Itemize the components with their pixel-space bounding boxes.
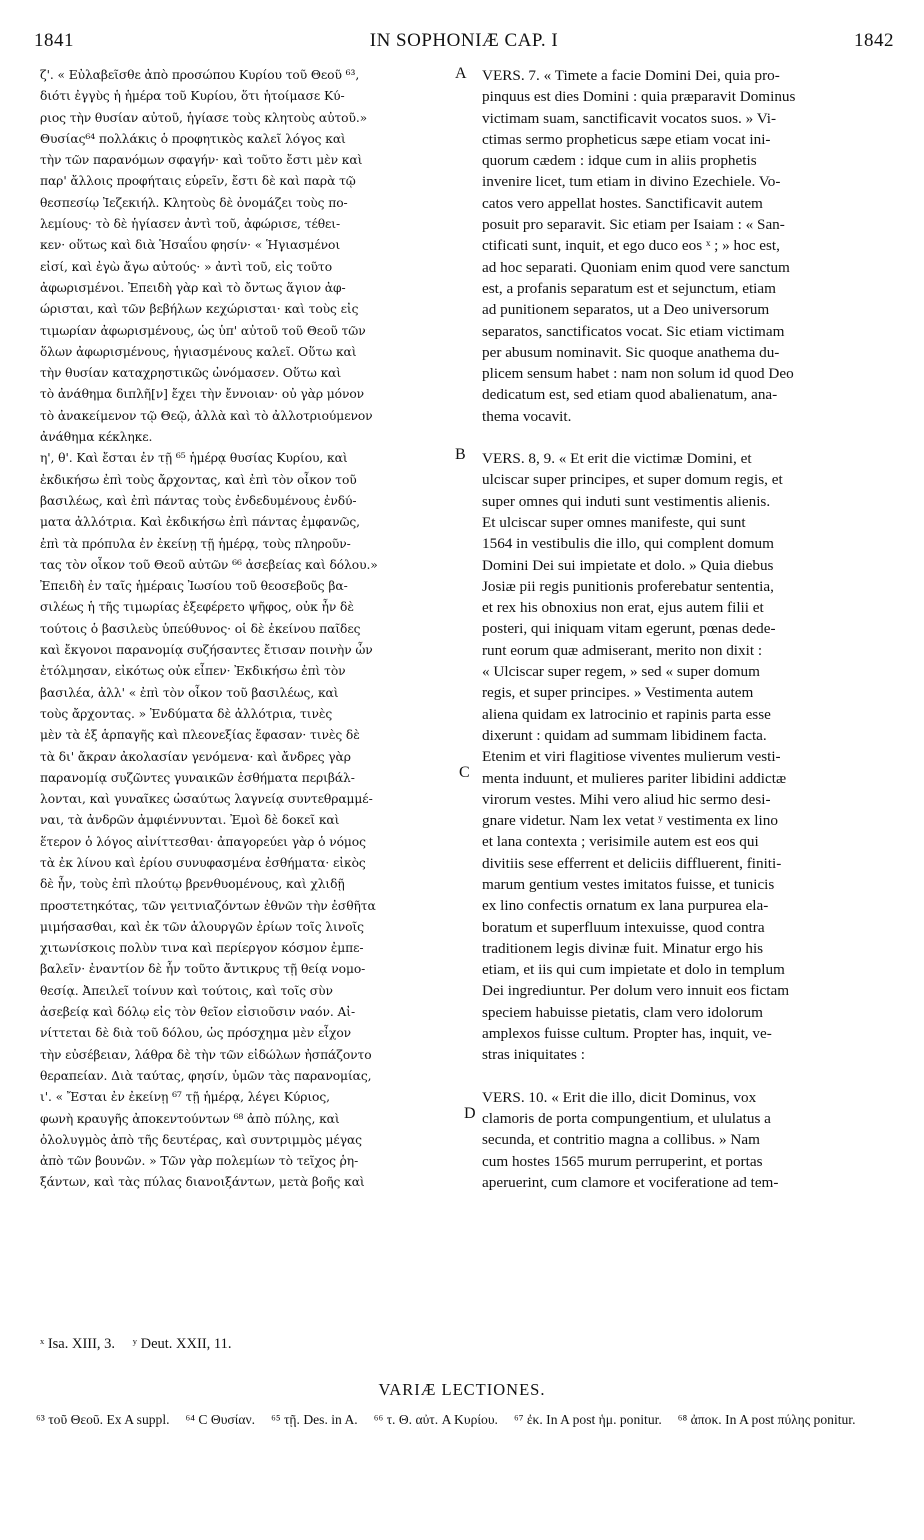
latin-line: Domini Dei sui impietate et dolo. » Quia diebus [482, 556, 774, 574]
greek-line: χιτωνίσκοις πολὺν τινα καὶ περίεργον κόσμον ἐμπε- [40, 941, 364, 956]
greek-line: Ἐπειδὴ ἐν ταῖς ἡμέραις Ἰωσίου τοῦ θεοσεβοῦς βα- [40, 579, 348, 594]
greek-line: ὅλων ἀφωρισμένους, ἡγιασμένους καλεῖ. Οὕτω καὶ [40, 344, 357, 359]
greek-line: θεσίᾳ. Ἀπειλεῖ τοίνυν καὶ τούτοις, καὶ τοῖς σὺν [40, 983, 333, 998]
running-title: IN SOPHONIÆ CAP. I [369, 30, 559, 51]
greek-line: ξάντων, καὶ τὰς πύλας διανοιξάντων, μετὰ βοῆς καὶ [40, 1175, 365, 1190]
greek-line: βαλεῖν· ἐναντίον δὲ ἦν τοῦτο ἄντικρυς τῇ θείᾳ νομο- [40, 962, 366, 977]
greek-line: μὲν τὰ ἐξ ἁρπαγῆς καὶ πλεονεξίας ἔφασαν· τινὲς δὲ [40, 728, 360, 743]
latin-line: pinquus est dies Domini : quia præparavit Dominus [482, 88, 796, 106]
variant-reading: ⁶⁴ C Θυσίαν. [185, 1412, 256, 1427]
greek-line: τὸ ἀνάθημα διπλῆ[ν] ἔχει τὴν ἔννοιαν· οὐ γὰρ μόνον [40, 387, 365, 402]
variae-lectiones-title: VARIÆ LECTIONES. [378, 1380, 546, 1399]
greek-line: παρ' ἄλλοις προφήταις εὑρεῖν, ἔστι δὲ καὶ παρὰ τῷ [40, 174, 356, 189]
greek-line: ἀπὸ τῶν βουνῶν. » Τῶν γὰρ πολεμίων τὸ τεῖχος ῥη- [40, 1154, 359, 1169]
greek-line: διότι ἐγγὺς ἡ ἡμέρα τοῦ Κυρίου, ὅτι ἡτοίμασε Κύ- [40, 89, 345, 104]
latin-line: menta induunt, et mulieres pariter libidini addictæ [482, 769, 787, 787]
margin-marker-a: A [455, 65, 467, 82]
variant-reading: ⁶⁸ ἀποκ. In A post πύλης ponitur. [677, 1412, 856, 1427]
latin-line: regis, et super principes. » Vestimenta autem [482, 684, 754, 702]
latin-line: secunda, et contritio magna a collibus. » Nam [482, 1131, 760, 1149]
greek-line: μιμήσασθαι, καὶ ἐκ τῶν ἁλουργῶν ἐρίων τοῖς λινοῖς [40, 919, 364, 934]
variant-reading: ⁶⁷ ἐκ. In A post ἡμ. ponitur. [513, 1412, 662, 1427]
greek-line: ι'. « Ἔσται ἐν ἐκείνῃ ⁶⁷ τῇ ἡμέρᾳ, λέγει Κύριος, [40, 1090, 330, 1105]
latin-line: virorum vestes. Mihi vero aliud hic sermo desi- [482, 790, 771, 808]
greek-line: παρανομίᾳ συζῶντες γυναικῶν ἐσθήματα περιβάλ- [40, 770, 355, 785]
greek-line: ματα ἀλλότρια. Καὶ ἐκδικήσω ἐπὶ πάντας ἐμφανῶς, [40, 515, 360, 530]
latin-line: quorum cædem : idque cum in aliis prophetis [482, 152, 757, 170]
margin-marker-c: C [459, 764, 470, 781]
greek-line: λεμίους· τὸ δὲ ἡγίασεν ἀντὶ τοῦ, ἀφώρισε, τέθει- [40, 217, 341, 232]
latin-line: separatos, sanctificatos vocat. Sic etiam victimam [482, 322, 785, 340]
latin-column [482, 65, 887, 1193]
greek-line: ζ'. « Εὐλαβεῖσθε ἀπὸ προσώπου Κυρίου τοῦ Θεοῦ ⁶³, [40, 68, 360, 82]
latin-line: gnare videtur. Nam lex vetat ʸ vestimenta ex lino [482, 812, 778, 830]
latin-line: dedicatum est, sed etiam quod abalienatum, ana- [482, 386, 778, 404]
latin-line: victimam suam, sanctificavit vocatos suos. » Vi- [482, 109, 777, 127]
greek-line: καὶ ἔκγονοι παρανομίᾳ συζήσαντες ἔτισαν ποινὴν ὧν [40, 643, 373, 658]
latin-line: 1564 in vestibulis die illo, qui complent domum [482, 535, 774, 553]
latin-line: ad hoc separati. Quoniam enim quod vere sanctum [482, 258, 790, 276]
greek-line: τὸ ἀνακείμενον τῷ Θεῷ, ἀλλὰ καὶ τὸ ἀλλοτριούμενον [40, 408, 373, 423]
greek-line: νίττεται δὲ διὰ τοῦ δόλου, ὡς πρόσχημα μὲν εἶχον [40, 1026, 351, 1041]
latin-line: ad punitionem separatos, ut a Deo universorum [482, 301, 770, 319]
greek-line: τοὺς ἄρχοντας. » Ἐνδύματα δὲ ἀλλότρια, τινὲς [40, 706, 333, 721]
greek-line: Θυσίας⁶⁴ πολλάκις ὁ προφητικὸς καλεῖ λόγος καὶ [40, 131, 346, 146]
greek-line: ἀνάθημα κέκληκε. [40, 430, 153, 445]
latin-line: ctimas sermo propheticus sæpe etiam vocat ini- [482, 130, 771, 148]
footnote-x: ˣ Isa. XIII, 3. [40, 1336, 116, 1352]
greek-line: ἀφωρισμένοι. Ἐπειδὴ γὰρ καὶ τὸ ὄντως ἅγιον ἀφ- [40, 280, 346, 295]
latin-line: ulciscar super principes, et super domum regis, et [482, 471, 783, 489]
latin-line: stras iniquitates : [482, 1046, 585, 1064]
greek-line: προστετηκότας, τῶν γειτνιαζόντων ἐθνῶν τὴν ἐσθῆτα [40, 898, 376, 913]
latin-line: per abusum nominavit. Sic quoque anathema du- [482, 343, 780, 361]
margin-marker-d: D [464, 1105, 476, 1122]
latin-line: VERS. 10. « Erit die illo, dicit Dominus, vox [482, 1088, 757, 1106]
variant-reading: ⁶⁵ τῇ. Des. in A. [271, 1412, 358, 1427]
greek-line: ναι, τὰ ἀνδρῶν ἀμφιέννυνται. Ἐμοὶ δὲ δοκεῖ καὶ [40, 813, 340, 828]
greek-line: ὀλολυγμὸς ἀπὸ τῆς δευτέρας, καὶ συντριμμὸς μέγας [40, 1132, 362, 1147]
latin-line: posuit pro separavit. Sic etiam per Isaiam : « San- [482, 216, 785, 234]
latin-line: divitiis sese efferrent et deliciis diffluerent, finiti- [482, 854, 782, 872]
latin-line: boratum et superfluum intexuisse, quod contra [482, 918, 765, 936]
latin-line: « Ulciscar super regem, » sed « super domum [482, 663, 760, 681]
latin-line: dixerunt : quidam ad summam libidinem facta. [482, 726, 767, 744]
latin-line: et rex his obnoxius non erat, ejus autem filii et [482, 599, 764, 617]
greek-line: τὰ δι' ἄκραν ἀκολασίαν γενόμενα· καὶ ἄνδρες γὰρ [40, 749, 351, 764]
greek-line: ἀσεβείᾳ καὶ δόλῳ εἰς τὸν θεῖον εἰσιοῦσιν ναόν. Αἰ- [40, 1005, 356, 1020]
greek-line: κεν· οὕτως καὶ διὰ Ἡσαΐου φησίν· « Ἡγιασμένοι [40, 238, 341, 253]
latin-line: Et ulciscar super omnes manifeste, qui sunt [482, 513, 746, 531]
latin-line: aperuerint, cum clamore et vociferatione ad tem- [482, 1173, 779, 1191]
latin-line: Josiæ pii regis punitionis proferebatur sententia, [482, 577, 774, 595]
latin-line: VERS. 7. « Timete a facie Domini Dei, quia pro- [482, 67, 780, 84]
latin-line: invenire licet, tum etiam in divino Ezechiele. Vo- [482, 173, 781, 191]
greek-line: τούτοις ὁ βασιλεὺς ὑπεύθυνος· οἱ δὲ ἐκείνου παῖδες [40, 621, 361, 636]
block-gap [482, 1066, 887, 1087]
latin-line: catos vero appellat hostes. Sanctificavit autem [482, 194, 763, 212]
page-number-left: 1841 [34, 30, 74, 51]
latin-line: etiam, et iis qui cum impietate et dolo in templum [482, 961, 785, 979]
latin-line: super omnes qui induti sunt vestimentis alienis. [482, 492, 771, 510]
latin-line: est, a profanis separatum est et sejunctum, etiam [482, 279, 776, 297]
greek-line: τὴν τῶν παρανόμων σφαγήν· καὶ τοῦτο ἔστι μὲν καὶ [40, 153, 363, 168]
greek-line: τὴν εὐσέβειαν, λάθρα δὲ τὴν τῶν εἰδώλων ἠσπάζοντο [40, 1047, 372, 1062]
greek-line: ἐτόλμησαν, εἰκότως οὐκ εἶπεν· Ἐκδικήσω ἐπὶ τὸν [40, 664, 346, 679]
latin-line: ctificati sunt, inquit, et ego duco eos ˣ ; » hoc est, [482, 237, 780, 255]
margin-marker-b: B [455, 446, 466, 463]
greek-line: ἐκδικήσω ἐπὶ τοὺς ἄρχοντας, καὶ ἐπὶ τὸν οἶκον τοῦ [40, 472, 357, 487]
greek-line: ἐπὶ τὰ πρόπυλα ἐν ἐκείνῃ τῇ ἡμέρᾳ, τοὺς πληροῦν- [40, 536, 351, 551]
greek-line: θεσπεσίῳ Ἰεζεκιήλ. Κλητοὺς δὲ ὀνομάζει τοὺς πο- [40, 195, 348, 210]
page-number-right: 1842 [854, 30, 894, 51]
latin-line: amplexos fuisse cultum. Propter has, inquit, ve- [482, 1025, 772, 1043]
variant-reading: ⁶⁶ τ. Θ. αὐτ. A Κυρίου. [373, 1412, 498, 1427]
greek-line: η', θ'. Καὶ ἔσται ἐν τῇ ⁶⁵ ἡμέρᾳ θυσίας Κυρίου, καὶ [40, 451, 348, 466]
latin-line: Etenim et viri flagitiose viventes mulierum vesti- [482, 748, 781, 766]
latin-line: aliena quidam ex latrocinio et rapinis parta esse [482, 705, 771, 723]
latin-line: plicem sensum habet : nam non solum id quod Deo [482, 365, 794, 383]
latin-line: et lana contexta ; verisimile autem est eos qui [482, 833, 759, 851]
greek-line: εἰσί, καὶ ἐγὼ ἄγω αὐτούς· » ἀντὶ τοῦ, εἰς τοῦτο [40, 259, 333, 274]
latin-line: marum gentium vestes imitatos fuisse, et tunicis [482, 875, 775, 893]
greek-column [40, 65, 455, 1194]
footnotes [40, 1336, 246, 1353]
greek-line: ριος τὴν θυσίαν αὐτοῦ, ἡγίασε τοὺς κλητοὺς αὐτοῦ.» [40, 110, 368, 125]
variant-readings [36, 1410, 896, 1429]
greek-line: τιμωρίαν ἀφωρισμένους, ὡς ὑπ' αὐτοῦ τοῦ Θεοῦ τῶν [40, 323, 366, 338]
page-header [34, 30, 894, 60]
latin-line: speciem habuisse pietatis, clam vero idolorum [482, 1003, 763, 1021]
greek-line: βασιλέα, ἀλλ' « ἐπὶ τὸν οἶκον τοῦ βασιλέως, καὶ [40, 685, 339, 700]
greek-line: δὲ ἦν, τοὺς ἐπὶ πλούτῳ βρενθυομένους, καὶ χλιδῇ [40, 877, 345, 892]
latin-line: thema vocavit. [482, 407, 572, 425]
variant-reading: ⁶³ τοῦ Θεοῦ. Ex A suppl. [36, 1412, 170, 1427]
greek-line: ώρισται, καὶ τῶν βεβήλων κεχώρισται· καὶ τοὺς εἰς [40, 302, 359, 317]
latin-line: ex lino confectis ornatum ex lana purpurea ela- [482, 897, 769, 915]
greek-line: ἕτερον ὁ λόγος αἰνίττεσθαι· ἀπαγορεύει γὰρ ὁ νόμος [40, 834, 366, 849]
latin-line: runt eorum quæ admiserant, merito non dixit : [482, 641, 763, 659]
latin-line: VERS. 8, 9. « Et erit die victimæ Domini, et [482, 450, 752, 468]
latin-line: cum hostes 1565 murum perruperint, et portas [482, 1152, 763, 1170]
greek-line: θεραπείαν. Διὰ ταύτας, φησίν, ὑμῶν τὰς παρανομίας, [40, 1068, 372, 1083]
greek-line: βασιλέως, καὶ ἐπὶ πάντας τοὺς ἐνδεδυμένους ἐνδύ- [40, 493, 357, 508]
greek-line: φωνὴ κραυγῆς ἀποκεντούντων ⁶⁸ ἀπὸ πύλης, καὶ [40, 1111, 340, 1126]
greek-line: τὴν θυσίαν καταχρηστικῶς ὠνόμασεν. Οὕτω καὶ [40, 366, 342, 381]
greek-line: τας τὸν οἶκον τοῦ Θεοῦ αὐτῶν ⁶⁶ ἀσεβείας καὶ δόλου.» [40, 557, 378, 572]
latin-line: traditionem legis divinæ fuit. Minatur ergo his [482, 939, 764, 957]
greek-line: σιλέως ἡ τῆς τιμωρίας ἐξεφέρετο ψῆφος, οὐκ ἦν δὲ [40, 600, 354, 615]
latin-line: posteri, qui iniquam vitam egerunt, pœnas dede- [482, 620, 776, 638]
greek-line: λονται, καὶ γυναῖκες ὡσαύτως λαγνείᾳ συντεθραμμέ- [40, 792, 373, 807]
latin-line: clamoris de porta compungentium, et ululatus a [482, 1109, 771, 1127]
footnote-y: ʸ Deut. XXII, 11. [132, 1336, 232, 1352]
greek-line: τὰ ἐκ λίνου καὶ ἐρίου συνυφασμένα ἐσθήματα· εἰκὸς [40, 855, 366, 870]
block-gap [482, 427, 887, 448]
latin-line: Dei ingrediuntur. Per dolum vero innuit eos fictam [482, 982, 790, 1000]
